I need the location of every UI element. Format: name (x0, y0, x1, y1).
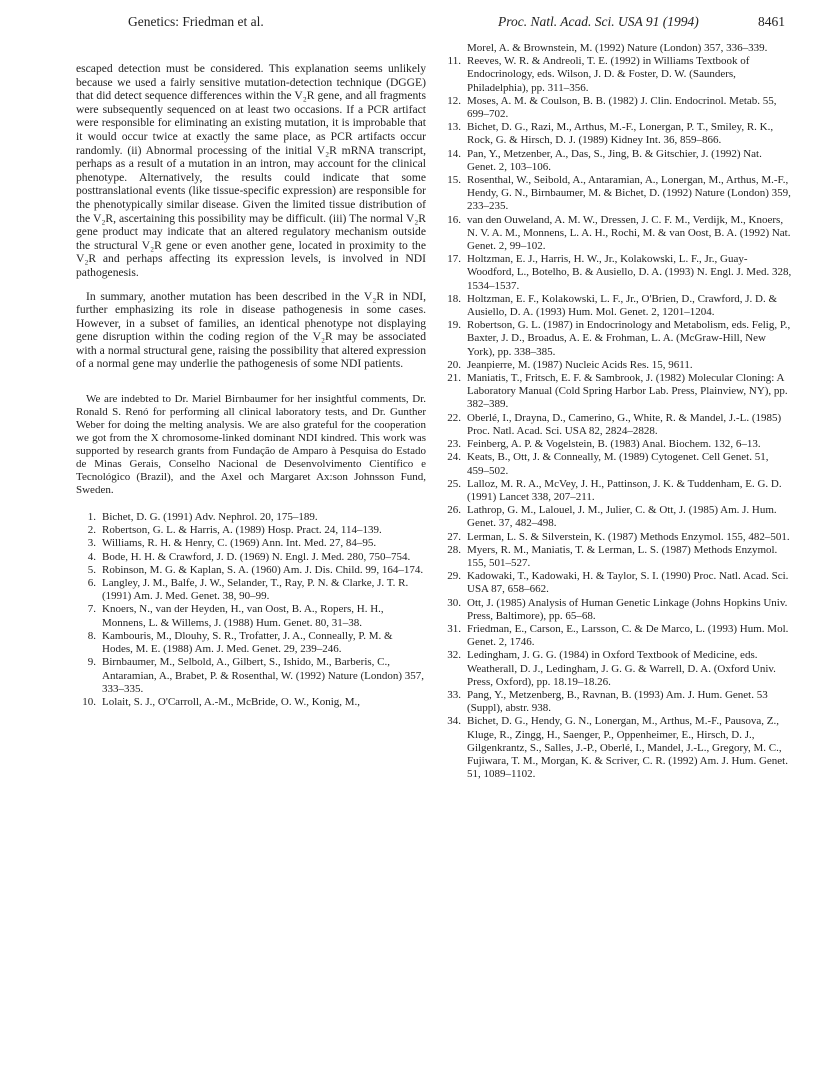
reference-text: Bichet, D. G. (1991) Adv. Nephrol. 20, 175–189. (102, 511, 318, 524)
reference-item (441, 570, 792, 596)
reference-item (76, 524, 426, 537)
reference-text: Keats, B., Ott, J. & Conneally, M. (1989) Cytogenet. Cell Genet. 51, 459–502. (467, 451, 769, 477)
reference-number: 11. (447, 55, 461, 68)
reference-number: 33. (447, 688, 461, 701)
reference-text: Williams, R. H. & Henry, C. (1969) Ann. Int. Med. 27, 84–95. (102, 537, 377, 550)
reference-item (76, 656, 426, 696)
reference-item (76, 696, 426, 709)
reference-text: Ledingham, J. G. G. (1984) in Oxford Textbook of Medicine, eds. Weatherall, D. J., Ledingham, J. G. G. & Warrell, D. A. (Oxford Univ. Press, Oxford), pp. 18.19–18.26. (467, 649, 776, 688)
reference-number: 14. (447, 147, 461, 160)
reference-item (76, 577, 426, 603)
reference-text: Oberlé, I., Drayna, D., Camerino, G., White, R. & Mandel, J.-L. (1985) Proc. Natl. Acad. Sci. USA 82, 2824–2828. (467, 411, 782, 437)
reference-item (441, 597, 792, 623)
reference-text: Reeves, W. R. & Andreoli, T. E. (1992) in Williams Textbook of Endocrinology, eds. Wilson, J. D. & Foster, D. W. (Saunders, Philadelphia), pp. 311–356. (467, 55, 750, 94)
reference-item (441, 715, 792, 781)
reference-item (441, 359, 792, 372)
reference-item (441, 95, 792, 121)
reference-text: Holtzman, E. F., Kolakowski, L. F., Jr., O'Brien, D., Crawford, J. D. & Ausiello, D. A. (1993) Hum. Mol. Genet. 2, 1201–1204. (467, 292, 778, 319)
reference-item (441, 438, 792, 451)
reference-item (441, 372, 792, 412)
reference-number: 18. (447, 292, 461, 305)
left-column (76, 62, 426, 709)
reference-item (441, 148, 792, 174)
reference-item (441, 174, 792, 214)
reference-text: Kadowaki, T., Kadowaki, H. & Taylor, S. I. (1990) Proc. Natl. Acad. Sci. USA 87, 658–662. (467, 570, 789, 596)
reference-number: 10. (82, 695, 96, 708)
reference-number: 6. (87, 577, 96, 590)
reference-text: Kambouris, M., Dlouhy, S. R., Trofatter, J. A., Conneally, P. M. & Hodes, M. E. (1988) Am. J. Med. Genet. 29, 239–246. (102, 629, 393, 656)
reference-text: Lerman, L. S. & Silverstein, K. (1987) Methods Enzymol. 155, 482–501. (467, 530, 790, 543)
reference-item (441, 121, 792, 147)
reference-item (76, 537, 426, 550)
acknowledgments: We are indebted to Dr. Mariel Birnbaumer for her insightful comments, Dr. Ronald S. Renó for performing all clinical laboratory tests, and Dr. Gunther Weber for doing the melting analysis. We are also grateful for the cooperation we got from the X chromosome-linked dominant NDI kindred. This work was supported by research grants from Fundação de Amparo à Pesquisa do Estado de Minas Gerais, Conselho Nacional de Desenvolvimento Científico e Tecnológico (Brazil), and the Axel och Margaret Ax:son Johnsson Fund, Sweden. (76, 393, 426, 497)
reference-number: 23. (447, 438, 461, 451)
reference-text: Bode, H. H. & Crawford, J. D. (1969) N. Engl. J. Med. 280, 750–754. (102, 550, 411, 563)
discussion-paragraph: escaped detection must be considered. This explanation seems unlikely because we used a fairly sensitive mutation-detection technique (DGGE) that did detect sequence differences within the V₂R gene, and all fragments were subsequently sequenced on at least two occasions. If a PCR artifact were responsible for eliminating an existing mutation, it is improbable that it would occur twice at exactly the same place, as PCR artifacts occur randomly. (ii) Abnormal processing of the initial V₂R mRNA transcript, perhaps as a result of a mutation in an intron, may account for the clinical phenotype. Alternatively, the results could indicate that some posttranslational events (like tissue-specific expression) are responsible for the phenotypically similar disease. Given the limited tissue distribution of the V₂R, ascertaining this possibility may be difficult. (iii) The normal V₂R gene product may indicate that an altered regulatory mechanism outside the structural V₂R gene or even another gene, located in proximity to the V₂R and perhaps affecting its expression levels, is involved in NDI pathogenesis. (76, 62, 426, 279)
reference-number: 17. (447, 253, 461, 266)
reference-number: 31. (447, 622, 461, 635)
reference-text: Knoers, N., van der Heyden, H., van Oost, B. A., Ropers, H. H., Monnens, L. & Willems, J. (1988) Hum. Genet. 80, 31–38. (102, 603, 384, 629)
reference-continuation: Morel, A. & Brownstein, M. (1992) Nature (London) 357, 336–339. (467, 42, 768, 54)
reference-number: 9. (87, 656, 96, 669)
reference-number: 15. (447, 174, 461, 187)
reference-item (441, 623, 792, 649)
reference-text: Lalloz, M. R. A., McVey, J. H., Pattinson, J. K. & Tuddenham, E. G. D. (1991) Lancet 338, 207–211. (467, 477, 782, 503)
reference-item (441, 504, 792, 530)
reference-item (76, 603, 426, 629)
reference-text: Lolait, S. J., O'Carroll, A.-M., McBride, O. W., Konig, M., (102, 695, 361, 708)
reference-number: 24. (447, 451, 461, 464)
reference-item (441, 319, 792, 359)
reference-item (441, 412, 792, 438)
reference-item (441, 478, 792, 504)
reference-text: Lathrop, G. M., Lalouel, J. M., Julier, C. & Ott, J. (1985) Am. J. Hum. Genet. 37, 482–498. (467, 504, 777, 530)
reference-number: 12. (447, 94, 461, 107)
reference-number: 13. (447, 121, 461, 134)
reference-text: Rosenthal, W., Seibold, A., Antaramian, A., Lonergan, M., Arthus, M.-F., Hendy, G. N., Birnbaumer, M. & Bichet, D. (1992) Nature (London) 359, 233–235. (467, 174, 791, 213)
reference-number: 19. (447, 319, 461, 332)
reference-text: Pan, Y., Metzenber, A., Das, S., Jing, B. & Gitschier, J. (1992) Nat. Genet. 2, 103–106. (467, 147, 762, 173)
reference-text: Friedman, E., Carson, E., Larsson, C. & De Marco, L. (1993) Hum. Mol. Genet. 2, 1746. (467, 622, 789, 649)
reference-item (441, 544, 792, 570)
reference-text: Moses, A. M. & Coulson, B. B. (1982) J. Clin. Endocrinol. Metab. 55, 699–702. (467, 94, 777, 121)
reference-text: Feinberg, A. P. & Vogelstein, B. (1983) Anal. Biochem. 132, 6–13. (467, 438, 761, 451)
reference-item (76, 511, 426, 524)
reference-number: 5. (87, 563, 96, 576)
references-list-left (76, 511, 426, 709)
reference-text: Ott, J. (1985) Analysis of Human Genetic Linkage (Johns Hopkins Univ. Press, Baltimore), pp. 65–68. (467, 596, 788, 622)
reference-item (76, 564, 426, 577)
reference-number: 2. (87, 524, 96, 537)
reference-item (76, 551, 426, 564)
running-head-authors: Genetics: Friedman et al. (128, 14, 264, 29)
reference-number: 29. (447, 570, 461, 583)
reference-text: Robinson, M. G. & Kaplan, S. A. (1960) Am. J. Dis. Child. 99, 164–174. (102, 563, 424, 576)
running-head-journal: Proc. Natl. Acad. Sci. USA 91 (1994) (498, 14, 699, 29)
right-column (441, 42, 792, 781)
reference-text: Bichet, D. G., Razi, M., Arthus, M.-F., Lonergan, P. T., Smiley, R. K., Rock, G. & Hirsch, D. J. (1989) Kidney Int. 36, 859–866. (467, 121, 774, 147)
reference-text: Robertson, G. L. & Harris, A. (1989) Hosp. Pract. 24, 114–139. (102, 524, 382, 537)
reference-item (441, 214, 792, 254)
reference-item (441, 253, 792, 293)
reference-number: 32. (447, 649, 461, 662)
reference-text: Pang, Y., Metzenberg, B., Ravnan, B. (1993) Am. J. Hum. Genet. 53 (Suppl), abstr. 938. (467, 688, 768, 715)
page-number: 8461 (758, 14, 785, 29)
reference-text: Holtzman, E. J., Harris, H. W., Jr., Kolakowski, L. F., Jr., Guay-Woodford, L., Botelho, B. & Ausiello, D. A. (1993) N. Engl. J. Med. 328, 1534–1537. (467, 253, 792, 292)
reference-number: 8. (87, 629, 96, 642)
reference-number: 27. (447, 530, 461, 543)
reference-item (76, 630, 426, 656)
reference-number: 25. (447, 477, 461, 490)
reference-number: 30. (447, 596, 461, 609)
reference-text: Robertson, G. L. (1987) in Endocrinology and Metabolism, eds. Felig, P., Baxter, J. D., Broadus, A. E. & Frohman, L. A. (McGraw-Hill, New York), pp. 338–385. (467, 319, 791, 358)
reference-text: Maniatis, T., Fritsch, E. F. & Sambrook, J. (1982) Molecular Cloning: A Laboratory Manual (Cold Spring Harbor Lab. Press, Plainview, NY), pp. 382–389. (467, 372, 788, 411)
reference-text: Myers, R. M., Maniatis, T. & Lerman, L. S. (1987) Methods Enzymol. 155, 501–527. (467, 543, 778, 569)
reference-text: Birnbaumer, M., Selbold, A., Gilbert, S., Ishido, M., Barberis, C., Antaramian, A., Brabet, P. & Rosenthal, W. (1992) Nature (London) 357, 333–335. (102, 656, 425, 695)
reference-number: 28. (447, 543, 461, 556)
reference-item (441, 451, 792, 477)
reference-text: Jeanpierre, M. (1987) Nucleic Acids Res. 15, 9611. (467, 358, 693, 371)
reference-number: 22. (447, 411, 461, 424)
reference-text: Langley, J. M., Balfe, J. W., Selander, T., Ray, P. N. & Clarke, J. T. R. (1991) Am. J. Med. Genet. 38, 90–99. (102, 577, 409, 603)
reference-number: 21. (447, 372, 461, 385)
reference-item (441, 689, 792, 715)
reference-text: Bichet, D. G., Hendy, G. N., Lonergan, M., Arthus, M.-F., Pausova, Z., Kluge, R., Zingg, H., Saenger, P., Oppenheimer, E., Hirsch, D. J., Gilgenkrantz, S., Salles, J.-P., Oberlé, I., Mandel, J.-L., Gregory, M. C., Fujiwara, T. M., Morgan, K. & Scriver, C. R. (1992) Am. J. Hum. Genet. 51, 1089–1102. (467, 715, 788, 781)
reference-number: 4. (87, 550, 96, 563)
reference-number: 16. (447, 213, 461, 226)
reference-item (441, 293, 792, 319)
references-list-right (441, 55, 792, 781)
reference-number: 26. (447, 504, 461, 517)
reference-item (441, 649, 792, 689)
reference-number: 34. (447, 715, 461, 728)
reference-number: 1. (87, 511, 96, 524)
reference-text: van den Ouweland, A. M. W., Dressen, J. C. F. M., Verdijk, M., Knoers, N. V. A. M., Monnens, L. A. H., Rochi, M. & van Oost, B. A. (1992) Nat. Genet. 2, 99–102. (467, 213, 791, 253)
summary-paragraph: In summary, another mutation has been described in the V₂R in NDI, further emphasizing its role in disease pathogenesis in some cases. However, in a subset of families, an identical phenotype not displaying gene disruption within the coding region of the V₂R may be associated with a normal structural gene, raising the possibility that altered expression of a normal gene may underlie the pathogenesis of some NDI patients. (76, 289, 426, 371)
reference-number: 3. (87, 537, 96, 550)
reference-number: 20. (447, 358, 461, 371)
reference-item (441, 55, 792, 95)
reference-number: 7. (87, 603, 96, 616)
reference-item (441, 531, 792, 544)
